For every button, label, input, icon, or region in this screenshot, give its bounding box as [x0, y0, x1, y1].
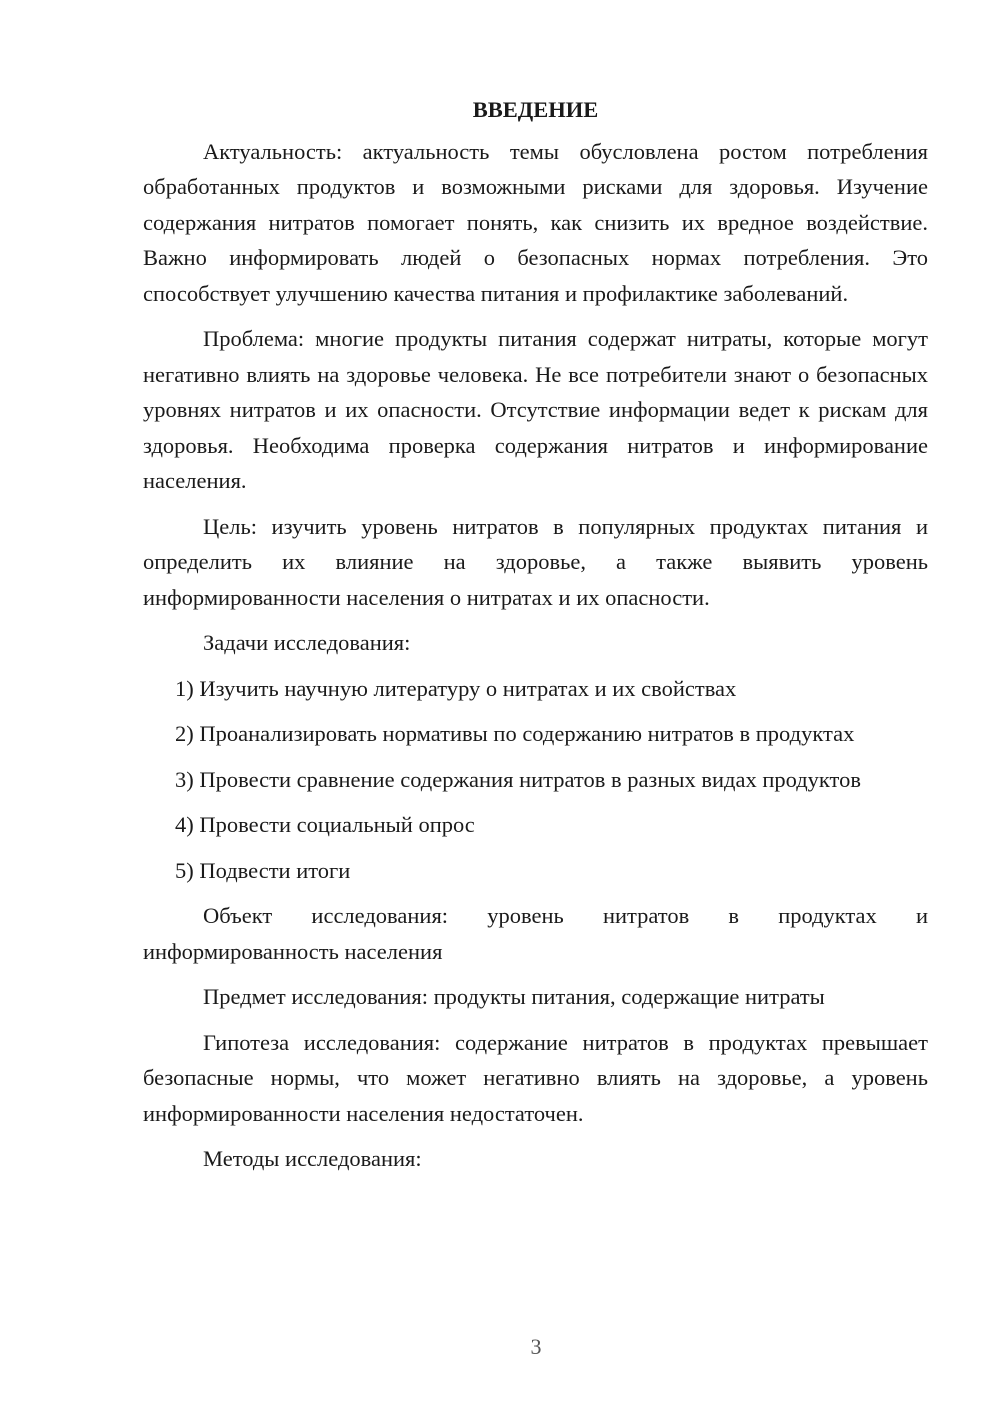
section-title: ВВЕДЕНИЕ	[472, 97, 599, 122]
page-number: 3	[530, 1334, 542, 1359]
problem-paragraph: Проблема: многие продукты питания содержат нитраты, которые могут негативно влиять на здоровье человека. Не все потребители знают о безопасных уровнях нитратов и их опасности. Отсутствие информации ведет к рискам для здоровья. Необходима проверка содержания нитратов и информирование населения.	[143, 326, 928, 493]
methods-heading: Методы исследования:	[203, 1146, 422, 1171]
task-item: 4) Провести социальный опрос	[175, 812, 475, 837]
relevance-paragraph: Актуальность: актуальность темы обусловлена ростом потребления обработанных продуктов и возможными рисками для здоровья. Изучение содержания нитратов помогает понять, как снизить их вредное воздействие. Важно информировать людей о безопасных нормах потребления. Это способствует улучшению качества питания и профилактике заболеваний.	[143, 138, 928, 306]
task-item: 2) Проанализировать нормативы по содержанию нитратов в продуктах	[175, 721, 855, 746]
subject-paragraph: Предмет исследования: продукты питания, содержащие нитраты	[203, 984, 825, 1009]
task-item: 3) Провести сравнение содержания нитратов в разных видах продуктов	[175, 766, 861, 792]
tasks-heading: Задачи исследования:	[203, 630, 411, 655]
object-paragraph: Объект исследования: уровень нитратов в продуктах и информированность населения	[143, 903, 928, 964]
task-item: 5) Подвести итоги	[175, 857, 351, 883]
task-item: 1) Изучить научную литературу о нитратах и их свойствах	[175, 675, 737, 701]
page-content	[143, 92, 928, 1187]
goal-paragraph: Цель: изучить уровень нитратов в популярных продуктах питания и определить их влияние на здоровье, а также выявить уровень информированности населения о нитратах и их опасности.	[143, 513, 928, 610]
hypothesis-paragraph: Гипотеза исследования: содержание нитратов в продуктах превышает безопасные нормы, что может негативно влиять на здоровье, а уровень информированности населения недостаточен.	[143, 1029, 928, 1126]
